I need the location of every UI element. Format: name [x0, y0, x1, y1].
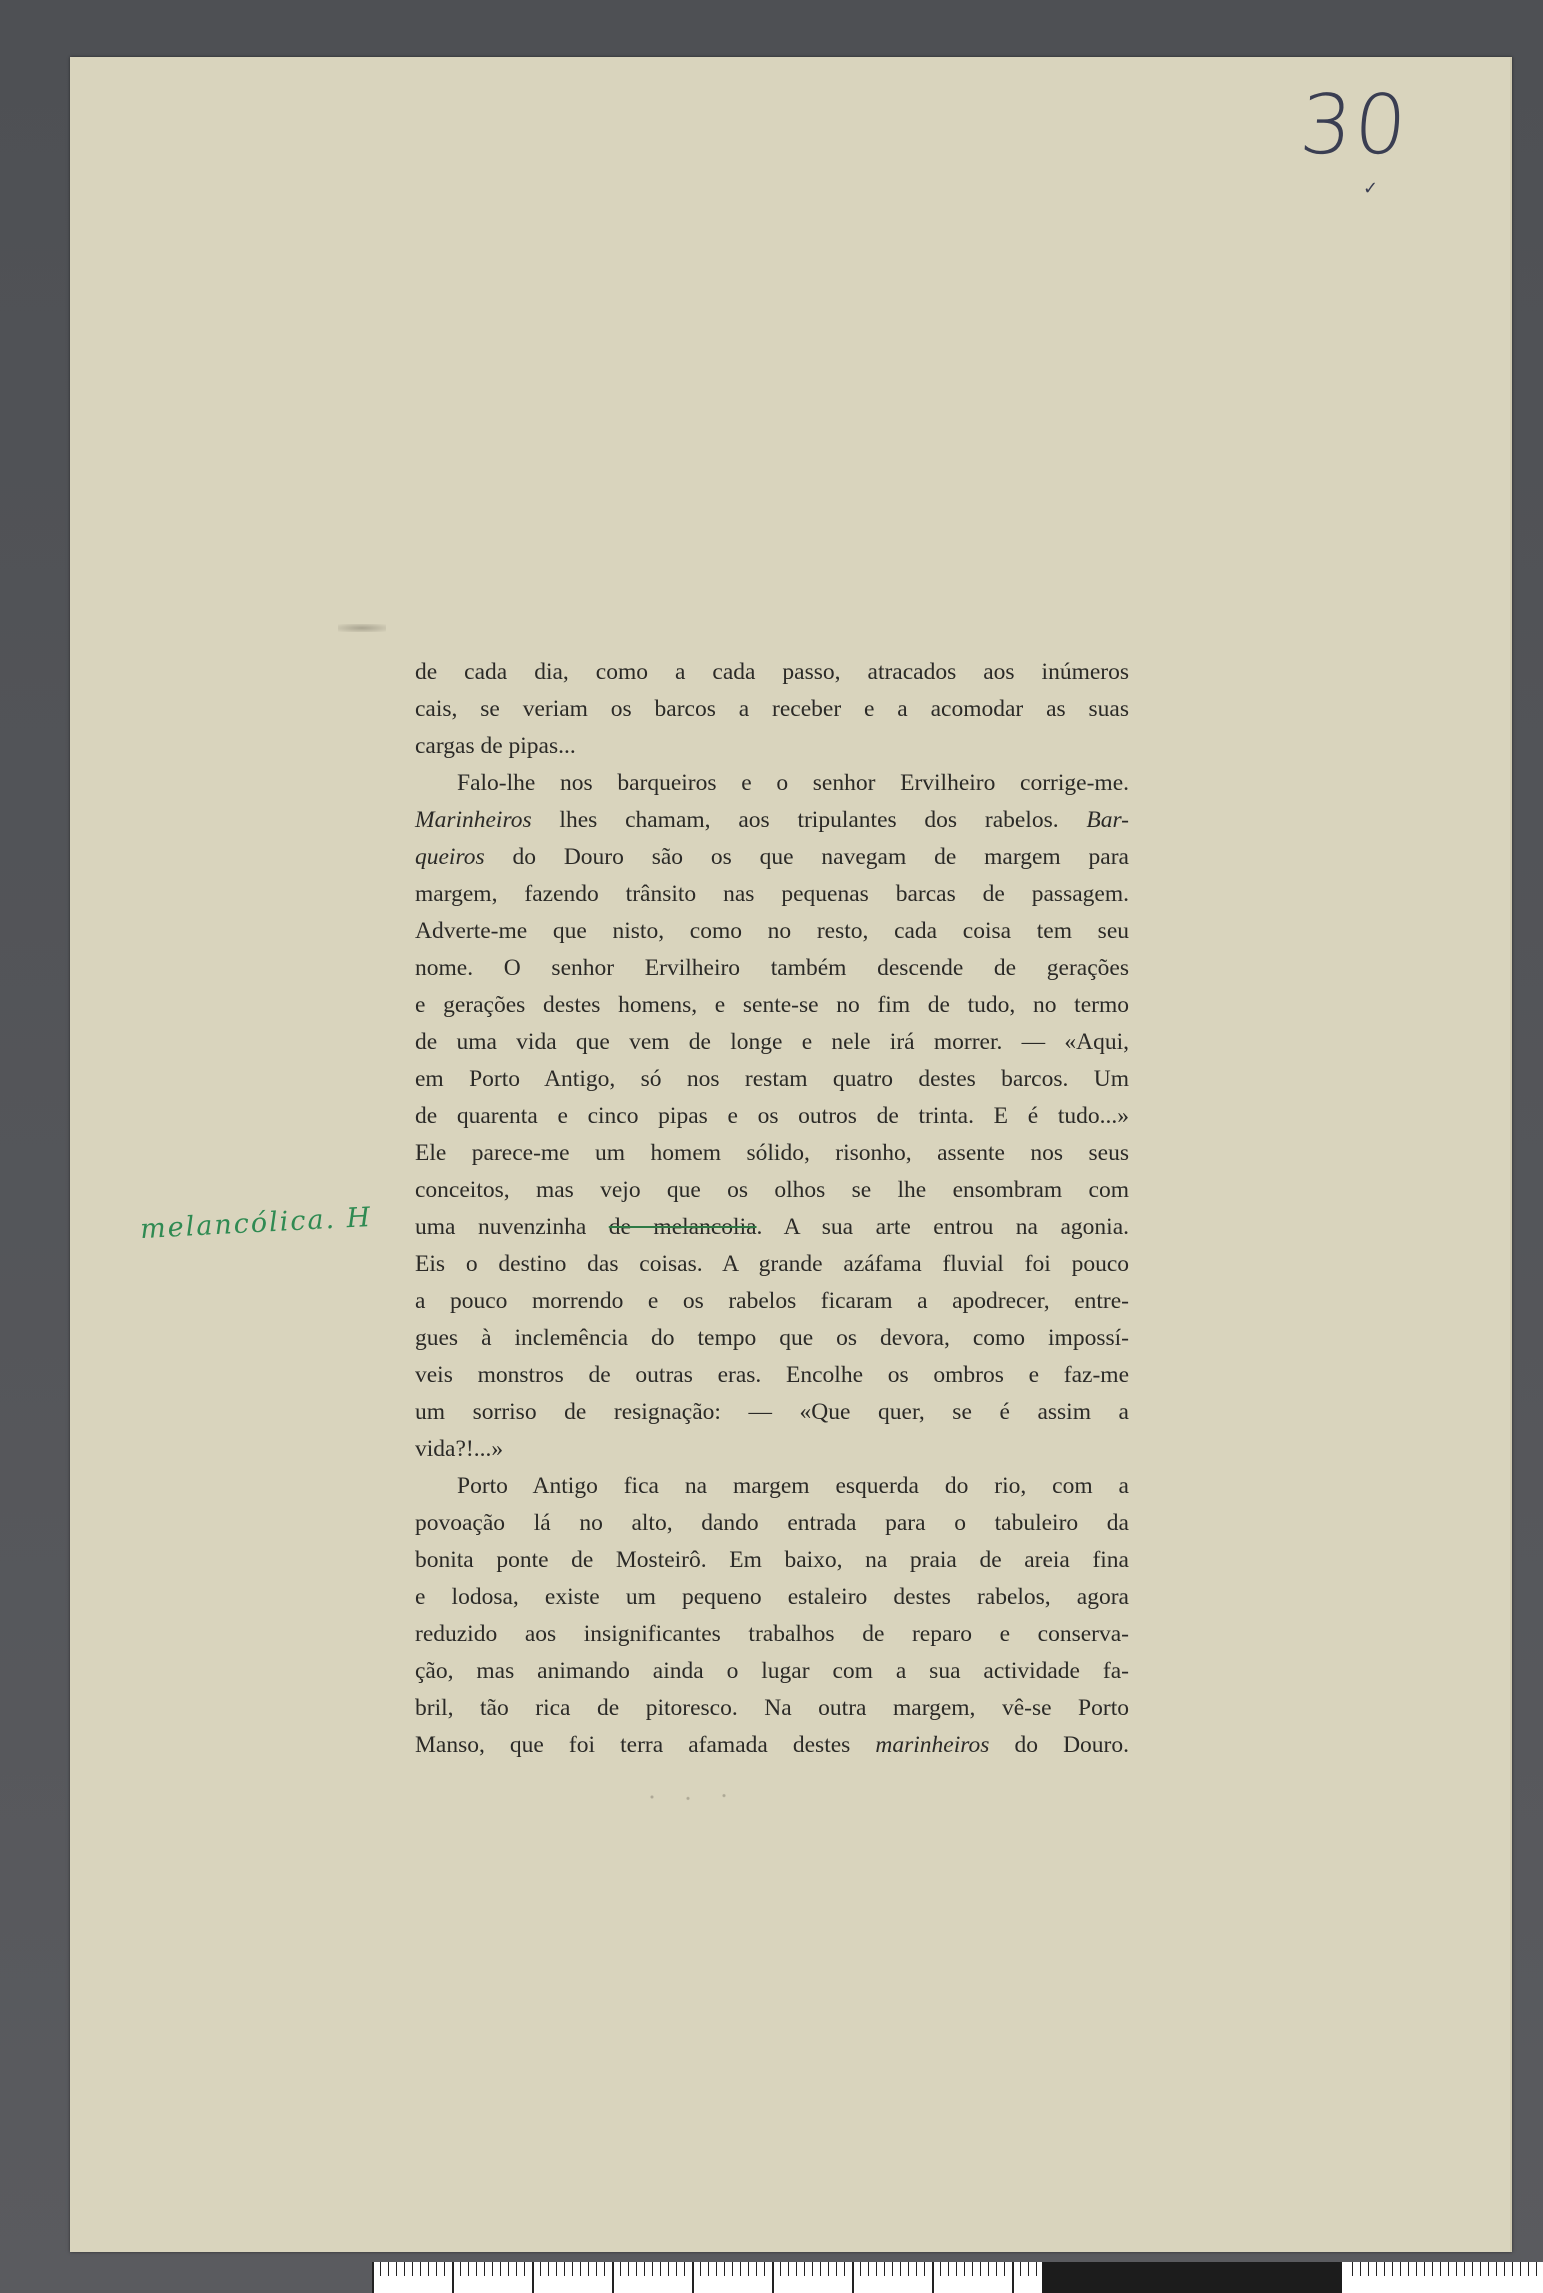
text-line: e gerações destes homens, e sente-se no fim de tudo, no termo: [415, 992, 1129, 1018]
text-line: vida?!...»: [415, 1436, 504, 1462]
text-line: cais, se veriam os barcos a receber e a acomodar as suas: [415, 696, 1129, 722]
ink-smudge: [338, 624, 386, 632]
text-line: cargas de pipas...: [415, 733, 576, 759]
text-line: [415, 802, 1129, 839]
text-line: nome. O senhor Ervilheiro também descende de gerações: [415, 955, 1129, 981]
text-line: Eis o destino das coisas. A grande azáfama fluvial foi pouco: [415, 1251, 1129, 1277]
scale-ruler: [372, 2262, 1543, 2293]
margin-annotation: melancólica. H: [139, 1201, 373, 1246]
text-line: em Porto Antigo, só nos restam quatro destes barcos. Um: [415, 1066, 1129, 1092]
text-line: um sorriso de resignação: — «Que quer, se é assim a: [415, 1399, 1129, 1425]
text-line: [415, 839, 1129, 876]
text-line: Ele parece-me um homem sólido, risonho, assente nos seus: [415, 1140, 1129, 1166]
struck-out-text: de melancolia: [608, 1214, 757, 1240]
ruler-ticks: [1352, 2262, 1543, 2293]
color-calibration-bar: [1042, 2262, 1342, 2293]
text-line: povoação lá no alto, dando entrada para o tabuleiro da: [415, 1510, 1129, 1536]
text-line: ção, mas animando ainda o lugar com a sua actividade fa-: [415, 1658, 1129, 1684]
text-line: conceitos, mas vejo que os olhos se lhe ensombram com: [415, 1177, 1129, 1203]
text-line: Falo-lhe nos barqueiros e o senhor Ervilheiro corrige-me.: [457, 770, 1129, 796]
italic-word: queiros: [415, 844, 485, 870]
text-line: Adverte-me que nisto, como no resto, cada coisa tem seu: [415, 918, 1129, 944]
text-line: margem, fazendo trânsito nas pequenas barcas de passagem.: [415, 881, 1129, 907]
text-line: e lodosa, existe um pequeno estaleiro destes rabelos, agora: [415, 1584, 1129, 1610]
italic-word: marinheiros: [875, 1732, 990, 1758]
italic-word: Bar-: [1086, 807, 1129, 833]
ruler-major-ticks: [372, 2262, 1052, 2293]
text-line: veis monstros de outras eras. Encolhe os ombros e faz-me: [415, 1362, 1129, 1388]
text-fragment: Manso, que foi terra afamada destes: [415, 1732, 876, 1758]
text-line: bril, tão rica de pitoresco. Na outra margem, vê-se Porto: [415, 1695, 1129, 1721]
text-fragment: uma nuvenzinha: [415, 1214, 609, 1240]
text-fragment: do Douro.: [989, 1732, 1129, 1758]
text-line: Porto Antigo fica na margem esquerda do rio, com a: [457, 1473, 1129, 1499]
text-line: [415, 1727, 1129, 1764]
page-number: 30: [1296, 78, 1412, 173]
paper-specks: [640, 1790, 760, 1804]
text-line: [415, 1209, 1129, 1246]
text-fragment: do Douro são os que navegam de margem para: [484, 844, 1129, 870]
text-line: de cada dia, como a cada passo, atracados aos inúmeros: [415, 659, 1129, 685]
text-line: de uma vida que vem de longe e nele irá morrer. — «Aqui,: [415, 1029, 1129, 1055]
check-mark: ✓: [1363, 178, 1379, 199]
italic-word: Marinheiros: [415, 807, 532, 833]
text-line: reduzido aos insignificantes trabalhos de reparo e conserva-: [415, 1621, 1129, 1647]
text-line: gues à inclemência do tempo que os devora, como impossí-: [415, 1325, 1129, 1351]
text-fragment: lhes chamam, aos tripulantes dos rabelos.: [531, 807, 1087, 833]
text-line: bonita ponte de Mosteirô. Em baixo, na praia de areia fina: [415, 1547, 1129, 1573]
body-text: [415, 654, 1129, 1764]
text-line: de quarenta e cinco pipas e os outros de trinta. E é tudo...»: [415, 1103, 1129, 1129]
text-fragment: . A sua arte entrou na agonia.: [756, 1214, 1129, 1240]
text-line: a pouco morrendo e os rabelos ficaram a apodrecer, entre-: [415, 1288, 1129, 1314]
